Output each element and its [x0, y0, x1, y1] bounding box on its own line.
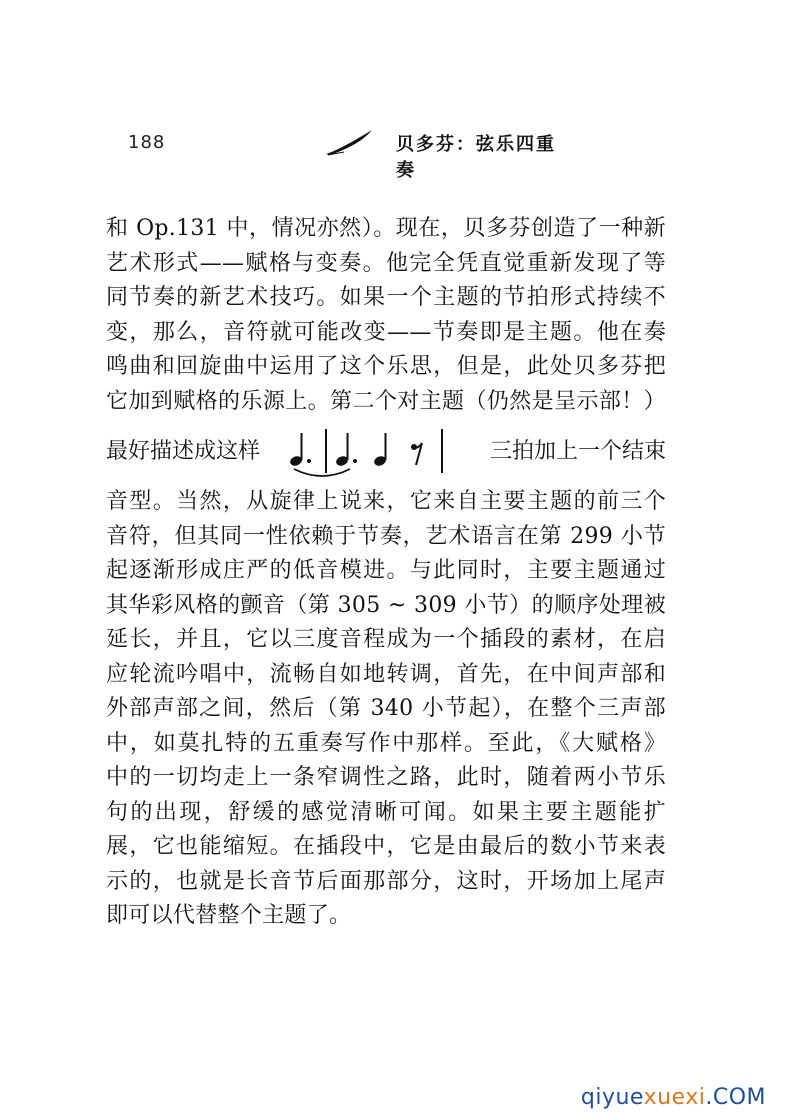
text-line: 艺术形式——赋格与变奏。他完全凭直觉重新发现了等	[106, 250, 666, 276]
text-line: 音符，但其同一性依赖于节奏，艺术语言在第 299 小节	[106, 523, 666, 549]
text-line: 展，它也能缩短。在插段中，它是由最后的数小节来表	[106, 834, 666, 859]
text-line: 和 Op.131 中，情况亦然）。现在，贝多芬创造了一种新	[106, 216, 666, 241]
watermark-highlight: xuexi	[643, 1085, 706, 1110]
rhythm-line-text-before: 最好描述成这样	[106, 439, 261, 464]
text-line: 外部声部之间，然后（第 340 小节起），在整个三声部	[106, 696, 666, 721]
quill-ornament-icon	[324, 128, 374, 158]
text-line: 应轮流吟唱中，流畅自如地转调，首先，在中间声部和	[106, 661, 666, 687]
text-line: 句的出现，舒缓的感觉清晰可闻。如果主要主题能扩	[106, 799, 666, 825]
page-number: 188	[128, 132, 166, 153]
text-line: 其华彩风格的颤音（第 305 ~ 309 小节）的顺序处理被	[106, 592, 666, 618]
text-line-last: 即可以代替整个主题了。	[106, 903, 352, 928]
text-line: 鸣曲和回旋曲中运用了这个乐思，但是，此处贝多芬把	[106, 354, 666, 379]
text-line: 变，那么，音符就可能改变——节奏即是主题。他在奏	[106, 319, 666, 345]
page-header	[128, 128, 568, 181]
text-line: 中的一切均走上一条窄调性之路，此时，随着两小节乐	[106, 765, 666, 790]
rhythm-notation-icon	[284, 423, 460, 479]
rhythm-line-text-after: 三拍加上一个结束	[489, 439, 666, 464]
text-line: 延长，并且，它以三度音程成为一个插段的素材，在启	[106, 627, 666, 652]
text-line: 音型。当然，从旋律上说来，它来自主要主题的前三个	[106, 489, 666, 514]
text-line: 它加到赋格的乐源上。第二个对主题（仍然是呈示部！）	[106, 388, 666, 414]
running-title: 贝多芬：弦乐四重奏	[396, 134, 556, 181]
text-line: 示的，也就是长音节后面那部分，这时，开场加上尾声	[106, 868, 666, 894]
rhythm-example-line	[106, 423, 666, 479]
site-watermark	[581, 1085, 766, 1110]
body-paragraph	[106, 212, 666, 934]
watermark-prefix: qiyue	[580, 1085, 644, 1110]
text-line: 起逐渐形成庄严的低音模进。与此同时，主要主题通过	[106, 558, 666, 583]
text-line: 同节奏的新艺术技巧。如果一个主题的节拍形式持续不	[106, 285, 666, 310]
watermark-suffix: .COM	[705, 1085, 766, 1110]
text-line: 中，如莫扎特的五重奏写作中那样。至此，《大赋格》	[106, 730, 666, 756]
